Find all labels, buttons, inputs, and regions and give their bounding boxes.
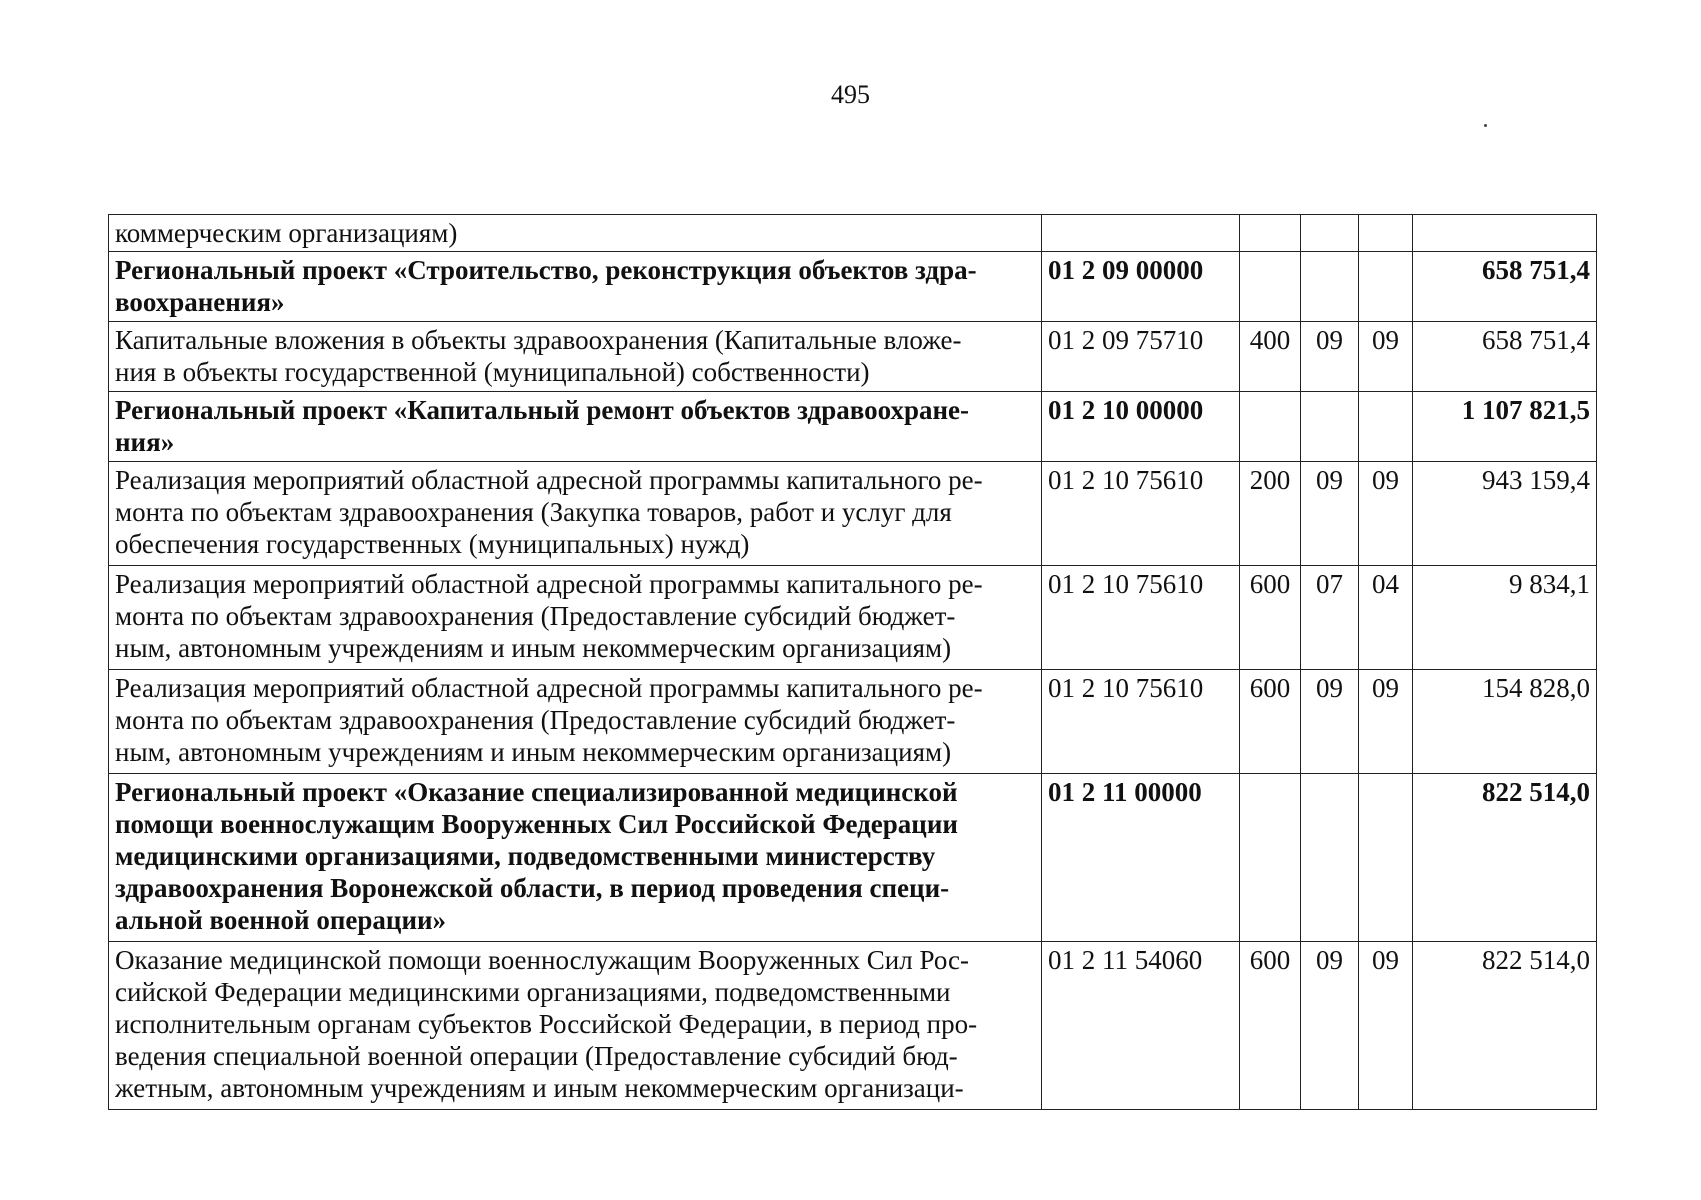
row-subsection (1359, 392, 1413, 462)
table-row (109, 392, 1597, 462)
row-sum: 822 514,0 (1413, 942, 1597, 1110)
row-code: 01 2 10 75610 (1042, 670, 1240, 774)
row-subsection (1359, 215, 1413, 252)
row-expense-type (1240, 252, 1301, 322)
table-row (109, 462, 1597, 566)
row-name: коммерческим организациям) (109, 215, 1042, 252)
row-name: Региональный проект «Оказание специализированной медицинской помощи военнослужащим Вооруженных Сил Российской Федерации медицинскими организациями, подведомственными министерству здравоохранения Воронежской области, в период проведения специ- альной военной операции» (109, 774, 1042, 942)
table-row (109, 252, 1597, 322)
row-name: Региональный проект «Капитальный ремонт объектов здравоохране- ния» (109, 392, 1042, 462)
row-section (1301, 252, 1359, 322)
row-subsection: 09 (1359, 670, 1413, 774)
page-number: 495 (831, 80, 870, 109)
row-expense-type: 200 (1240, 462, 1301, 566)
row-expense-type (1240, 392, 1301, 462)
row-name: Реализация мероприятий областной адресной программы капитального ре- монта по объектам здравоохранения (Предоставление субсидий бюджет- ным, автономным учреждениям и иным некоммерческим организациям) (109, 670, 1042, 774)
row-section (1301, 774, 1359, 942)
row-code: 01 2 11 54060 (1042, 942, 1240, 1110)
row-sum: 9 834,1 (1413, 566, 1597, 670)
row-sum: 154 828,0 (1413, 670, 1597, 774)
row-expense-type: 600 (1240, 566, 1301, 670)
row-subsection: 09 (1359, 942, 1413, 1110)
row-expense-type: 400 (1240, 322, 1301, 392)
row-expense-type (1240, 215, 1301, 252)
row-sum: 1 107 821,5 (1413, 392, 1597, 462)
row-subsection: 09 (1359, 462, 1413, 566)
budget-table (108, 214, 1597, 1110)
table-row (109, 670, 1597, 774)
row-code: 01 2 09 00000 (1042, 252, 1240, 322)
row-section: 09 (1301, 462, 1359, 566)
table-row (109, 566, 1597, 670)
row-expense-type: 600 (1240, 670, 1301, 774)
row-subsection (1359, 774, 1413, 942)
table-row (109, 322, 1597, 392)
row-subsection: 09 (1359, 322, 1413, 392)
row-expense-type: 600 (1240, 942, 1301, 1110)
row-section: 09 (1301, 942, 1359, 1110)
row-name: Реализация мероприятий областной адресной программы капитального ре- монта по объектам здравоохранения (Предоставление субсидий бюджет- ным, автономным учреждениям и иным некоммерческим организациям) (109, 566, 1042, 670)
row-code: 01 2 10 00000 (1042, 392, 1240, 462)
row-name: Капитальные вложения в объекты здравоохранения (Капитальные вложе- ния в объекты государственной (муниципальной) собственности) (109, 322, 1042, 392)
row-sum: 658 751,4 (1413, 252, 1597, 322)
table-row (109, 942, 1597, 1110)
row-section: 09 (1301, 322, 1359, 392)
row-subsection: 04 (1359, 566, 1413, 670)
row-sum: 943 159,4 (1413, 462, 1597, 566)
row-section: 09 (1301, 670, 1359, 774)
row-code (1042, 215, 1240, 252)
row-code: 01 2 10 75610 (1042, 566, 1240, 670)
row-code: 01 2 09 75710 (1042, 322, 1240, 392)
row-sum: 822 514,0 (1413, 774, 1597, 942)
row-name: Реализация мероприятий областной адресной программы капитального ре- монта по объектам здравоохранения (Закупка товаров, работ и услуг для обеспечения государственных (муниципальных) нужд) (109, 462, 1042, 566)
row-section (1301, 392, 1359, 462)
table-row (109, 774, 1597, 942)
row-expense-type (1240, 774, 1301, 942)
row-name: Оказание медицинской помощи военнослужащим Вооруженных Сил Рос- сийской Федерации медицинскими организациями, подведомственными исполнительным органам субъектов Российской Федерации, в период про- ведения специальной военной операции (Предоставление субсидий бюд- жетным, автономным учреждениям и иным некоммерческим организаци- (109, 942, 1042, 1110)
row-name: Региональный проект «Строительство, реконструкция объектов здра- воохранения» (109, 252, 1042, 322)
row-code: 01 2 11 00000 (1042, 774, 1240, 942)
row-subsection (1359, 252, 1413, 322)
row-section: 07 (1301, 566, 1359, 670)
row-code: 01 2 10 75610 (1042, 462, 1240, 566)
table-row (109, 215, 1597, 252)
scan-speck (1484, 124, 1487, 127)
row-sum (1413, 215, 1597, 252)
row-section (1301, 215, 1359, 252)
row-sum: 658 751,4 (1413, 322, 1597, 392)
